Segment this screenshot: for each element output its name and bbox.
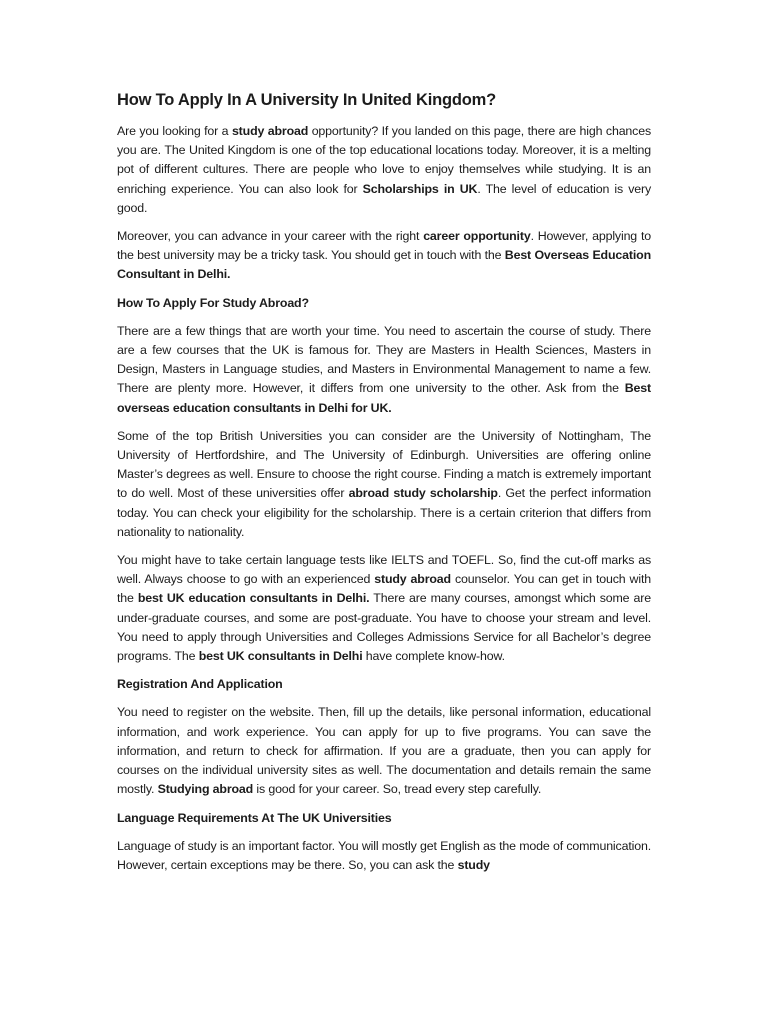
keyword-text: best UK consultants in Delhi bbox=[198, 649, 363, 664]
keyword-text: Best overseas education consultants in Delhi for UK. bbox=[117, 381, 651, 415]
keyword-text: study bbox=[457, 857, 490, 872]
paragraph-registration bbox=[117, 703, 651, 799]
paragraph-career bbox=[117, 227, 651, 285]
body-text: . The level of education is very good. bbox=[117, 181, 652, 215]
body-text: There are a few things that are worth your time. You need to ascertain the course of study. There are a few courses that the UK is famous for. They are Masters in Health Sciences, Masters in Design, Masters in Language studies, and Masters in Environmental Management to name a few. There are plenty more. However, it differs from one university to the other. Ask from the bbox=[117, 323, 651, 396]
paragraph-language-of-study bbox=[117, 837, 651, 875]
paragraph-courses bbox=[117, 322, 651, 418]
document-title: How To Apply In A University In United Kingdom? bbox=[117, 91, 496, 109]
body-text: Moreover, you can advance in your career with the right bbox=[117, 229, 424, 244]
body-text: Some of the top British Universities you can consider are the University of Nottingham, The University of Hertfordshire, and The University of Edinburgh. Universities are offering online Master’s degrees as well. Ensure to choose the right course. Finding a match is extremely important to do well. Most of these universities offer bbox=[117, 428, 651, 501]
body-text: There are many courses, amongst which some are under-graduate courses, and some are post-graduate. You have to choose your stream and level. You need to apply through Universities and Colleges Admissions Service for all Bachelor’s degree programs. The bbox=[117, 591, 651, 664]
body-text: Are you looking for a bbox=[117, 124, 232, 138]
keyword-text: Scholarships in UK bbox=[362, 181, 478, 196]
keyword-text: career opportunity bbox=[423, 229, 531, 244]
section-heading-registration: Registration And Application bbox=[117, 677, 283, 692]
body-text: Language of study is an important factor. You will mostly get English as the mode of communication. However, certain exceptions may be there. So, you can ask the bbox=[117, 838, 651, 872]
body-text: have complete know-how. bbox=[362, 649, 505, 664]
keyword-text: Best Overseas Education Consultant in Delhi. bbox=[117, 248, 651, 282]
keyword-text: best UK education consultants in Delhi. bbox=[137, 591, 370, 606]
section-heading-study-abroad: How To Apply For Study Abroad? bbox=[117, 295, 309, 310]
document-body bbox=[117, 91, 651, 875]
paragraph-language-tests bbox=[117, 551, 651, 666]
section-heading-language-requirements: Language Requirements At The UK Universities bbox=[117, 810, 392, 825]
paragraph-intro bbox=[117, 122, 651, 218]
body-text: You might have to take certain language tests like IELTS and TOEFL. So, find the cut-off marks as well. Always choose to go with an experienced bbox=[117, 553, 651, 587]
body-text: is good for your career. So, tread every step carefully. bbox=[253, 782, 542, 797]
keyword-text: Studying abroad bbox=[157, 782, 254, 797]
body-text: . However, applying to the best university may be a tricky task. You should get in touch with the bbox=[117, 229, 651, 263]
body-text: opportunity? If you landed on this page, there are high chances you are. The United Kingdom is one of the top educational locations today. Moreover, it is a melting pot of different cultures. There are people who love to enjoy themselves while studying. It is an enriching experience. You can also look for bbox=[117, 124, 652, 196]
body-text: . Get the perfect information today. You can check your eligibility for the scholarship. There is a certain criterion that differs from nationality to nationality. bbox=[117, 486, 651, 539]
body-text: counselor. You can get in touch with the bbox=[117, 572, 651, 606]
paragraph-universities bbox=[117, 427, 651, 542]
keyword-text: study abroad bbox=[231, 124, 309, 138]
keyword-text: abroad study scholarship bbox=[348, 486, 498, 501]
body-text: You need to register on the website. Then, fill up the details, like personal information, educational information, and work experience. You can apply for up to five programs. You can save the information, and return to check for affirmation. If you are a graduate, then you can apply for courses on the individual university sites as well. The documentation and details remain the same mostly. bbox=[117, 705, 651, 797]
keyword-text: study abroad bbox=[374, 572, 451, 587]
